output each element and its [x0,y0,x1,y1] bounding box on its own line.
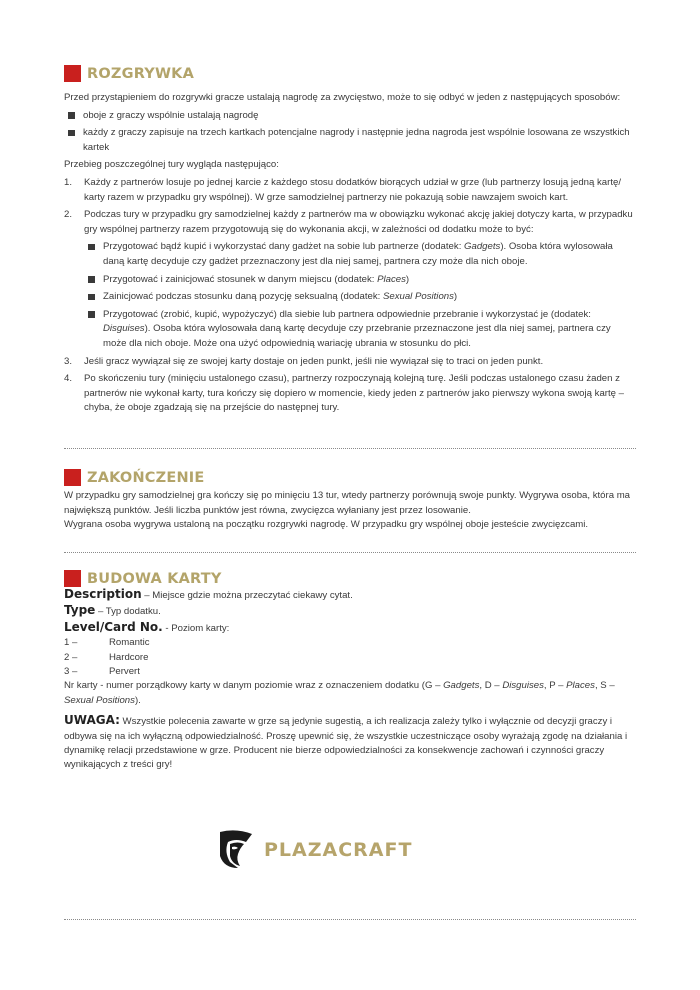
card-number-description: Nr karty - numer porządkowy karty w danym poziomie wraz z oznaczeniem dodatku (G – Gadgets, D – Disguises, P – Places, S – Sexual Positions). [64,680,615,706]
red-square-icon [64,469,81,486]
section-heading-budowa [64,570,222,587]
section-title: ROZGRYWKA [87,65,195,82]
dotted-divider [64,448,636,449]
warning-paragraph: UWAGA: Wszystkie polecenia zawarte w grze są jedynie sugestią, a ich realizacja zależy tylko i wyłącznie od decyzji graczy i odbywa się na ich wyłączną odpowiedzialność. Proszę upewnić się, że wszystkie uczestniczące osoby wyrażają zgodę na działania i dynamikę relacji przedstawione w grze. Producent nie bierze odpowiedzialności za konsekwencje zachowań i czynności graczy wynikających z treści gry! [64,713,628,771]
mask-logo-icon [216,828,256,872]
logo-wordmark: PLAZACRAFT [264,839,413,861]
square-bullet-icon [68,130,75,137]
description-line: Description – Miejsce gdzie można przeczytać ciekawy cytat. [64,587,353,601]
level-row: 1 – Romantic [64,637,150,649]
red-square-icon [64,570,81,587]
list-item: Przygotować i zainicjować stosunek w danym miejscu (dodatek: Places) [84,273,636,288]
list-item: Przygotować (zrobić, kupić, wypożyczyć) dla siebie lub partnera odpowiednie przebranie i wykorzystać je (dodatek: Disguises). Osoba która wylosowała daną kartę decyduje czy przebranie przeznaczone jest dla niej samej, partnera czy może dla nich oboje. Może ona użyć odpowiednią wariację ubrania w stosunku do płci. [84,308,636,352]
list-item: Przygotować bądź kupić i wykorzystać dany gadżet na sobie lub partnerze (dodatek: Gadgets). Osoba która wylosowała daną kartę decyduje czy gadżet przeznaczony jest dla niej samej, partnera czy może dla nich oboje. [84,240,636,269]
intro-paragraph: Przed przystąpieniem do rozgrywki gracze ustalają nagrodę za zwycięstwo, może to się odbyć w jeden z następujących sposobów: [64,92,621,103]
level-line: Level/Card No. - Poziom karty: [64,619,230,634]
plazacraft-logo [216,828,412,872]
section-title: ZAKOŃCZENIE [87,469,205,486]
square-bullet-icon [88,311,95,318]
list-item: 4. Po skończeniu tury (minięciu ustalonego czasu), partnerzy rozpoczynają kolejną turę. Jeśli podczas ustalonego czasu żaden z partnerów nie wykonał karty, tura kończy się dopiero w momencie, kiedy jeden z partnerów jako pierwszy wykona swoją kartę – chyba, że oboje zgadzają się na przejście do następnej tury. [64,373,624,414]
list-item: oboje z graczy wspólnie ustalają nagrodę [64,109,636,124]
list-item: 3. Jeśli gracz wywiązał się ze swojej karty dostaje on jeden punkt, jeśli nie wywiązał się to traci on jeden punkt. [64,355,544,367]
square-bullet-icon [88,294,95,301]
list-item: każdy z graczy zapisuje na trzech kartkach potencjalne nagrody i następnie jedna nagroda jest wspólnie losowana ze wszystkich kartek [64,126,636,155]
paragraph: Wygrana osoba wygrywa ustaloną na początku rozgrywki nagrodę. W przypadku gry wspólnej oboje jesteście zwycięzcami. [64,519,589,531]
square-bullet-icon [88,276,95,283]
square-bullet-icon [68,112,75,119]
section-heading-rozgrywka [64,65,194,82]
square-bullet-icon [88,244,95,251]
turn-intro: Przebieg poszczególnej tury wygląda następująco: [64,159,279,171]
paragraph: W przypadku gry samodzielnej gra kończy się po minięciu 13 tur, wtedy partnerzy porównują swoje punkty. Wygrywa osoba, która ma największą punktów. Jeśli liczba punktów jest równa, zwycięzca wyłaniany jest przez losowanie. [64,490,631,516]
budowa-body [64,587,636,773]
list-item: 2. Podczas tury w przypadku gry samodzielnej każdy z partnerów ma w obowiązku wykonać akcję jakiej dotyczy karta, w przypadku gry wspólnej partnerzy razem przygotowują się do wykonania akcji, w zależności od dodatku może to być: Przygotować bądź kupić i wykorzystać dany gadżet na sobie lub partnerze (dodatek: Gadgets). Osoba która wylosowała daną kartę decyduje czy gadżet przeznaczony jest dla niej samej, partnera czy może dla nich oboje. Przygotować i zainicjować stosunek w danym miejscu (dodatek: Places) Zainicjować podczas stosunku daną pozycję seksualną (dodatek: Sexual Positions) Przygotować (zrobić, kupić, wypożyczyć) dla siebie lub partnera odpowiednie przebranie i wykorzystać je (dodatek: Disguises). Osoba która wylosowała daną kartę decyduje czy przebranie przeznaczone jest dla niej samej, partnera czy może dla nich oboje. Może ona użyć odpowiednią wariację ubrania w stosunku do płci. [64,208,636,351]
level-row: 2 – Hardcore [64,651,149,663]
dotted-divider [64,552,636,553]
list-item: Zainicjować podczas stosunku daną pozycję seksualną (dodatek: Sexual Positions) [84,290,636,305]
action-list [84,240,636,351]
rozgrywka-body [64,91,636,416]
turn-steps-list [64,176,636,416]
prize-ways-list [64,109,636,156]
section-title: BUDOWA KARTY [87,570,222,587]
level-row: 3 – Pervert [64,666,140,678]
type-line: Type – Typ dodatku. [64,603,161,618]
red-square-icon [64,65,81,82]
dotted-divider [64,919,636,920]
list-item: 1. Każdy z partnerów losuje po jednej karcie z każdego stosu dodatków biorących udział w grze (lub partnerzy losują jedną kartę/ karty razem w przypadku gry wspólnej). W grze samodzielnej partnerzy nie pokazują sobie nawzajem swoich kart. [64,176,622,203]
section-heading-zakonczenie [64,469,204,486]
zakonczenie-body [64,489,636,533]
